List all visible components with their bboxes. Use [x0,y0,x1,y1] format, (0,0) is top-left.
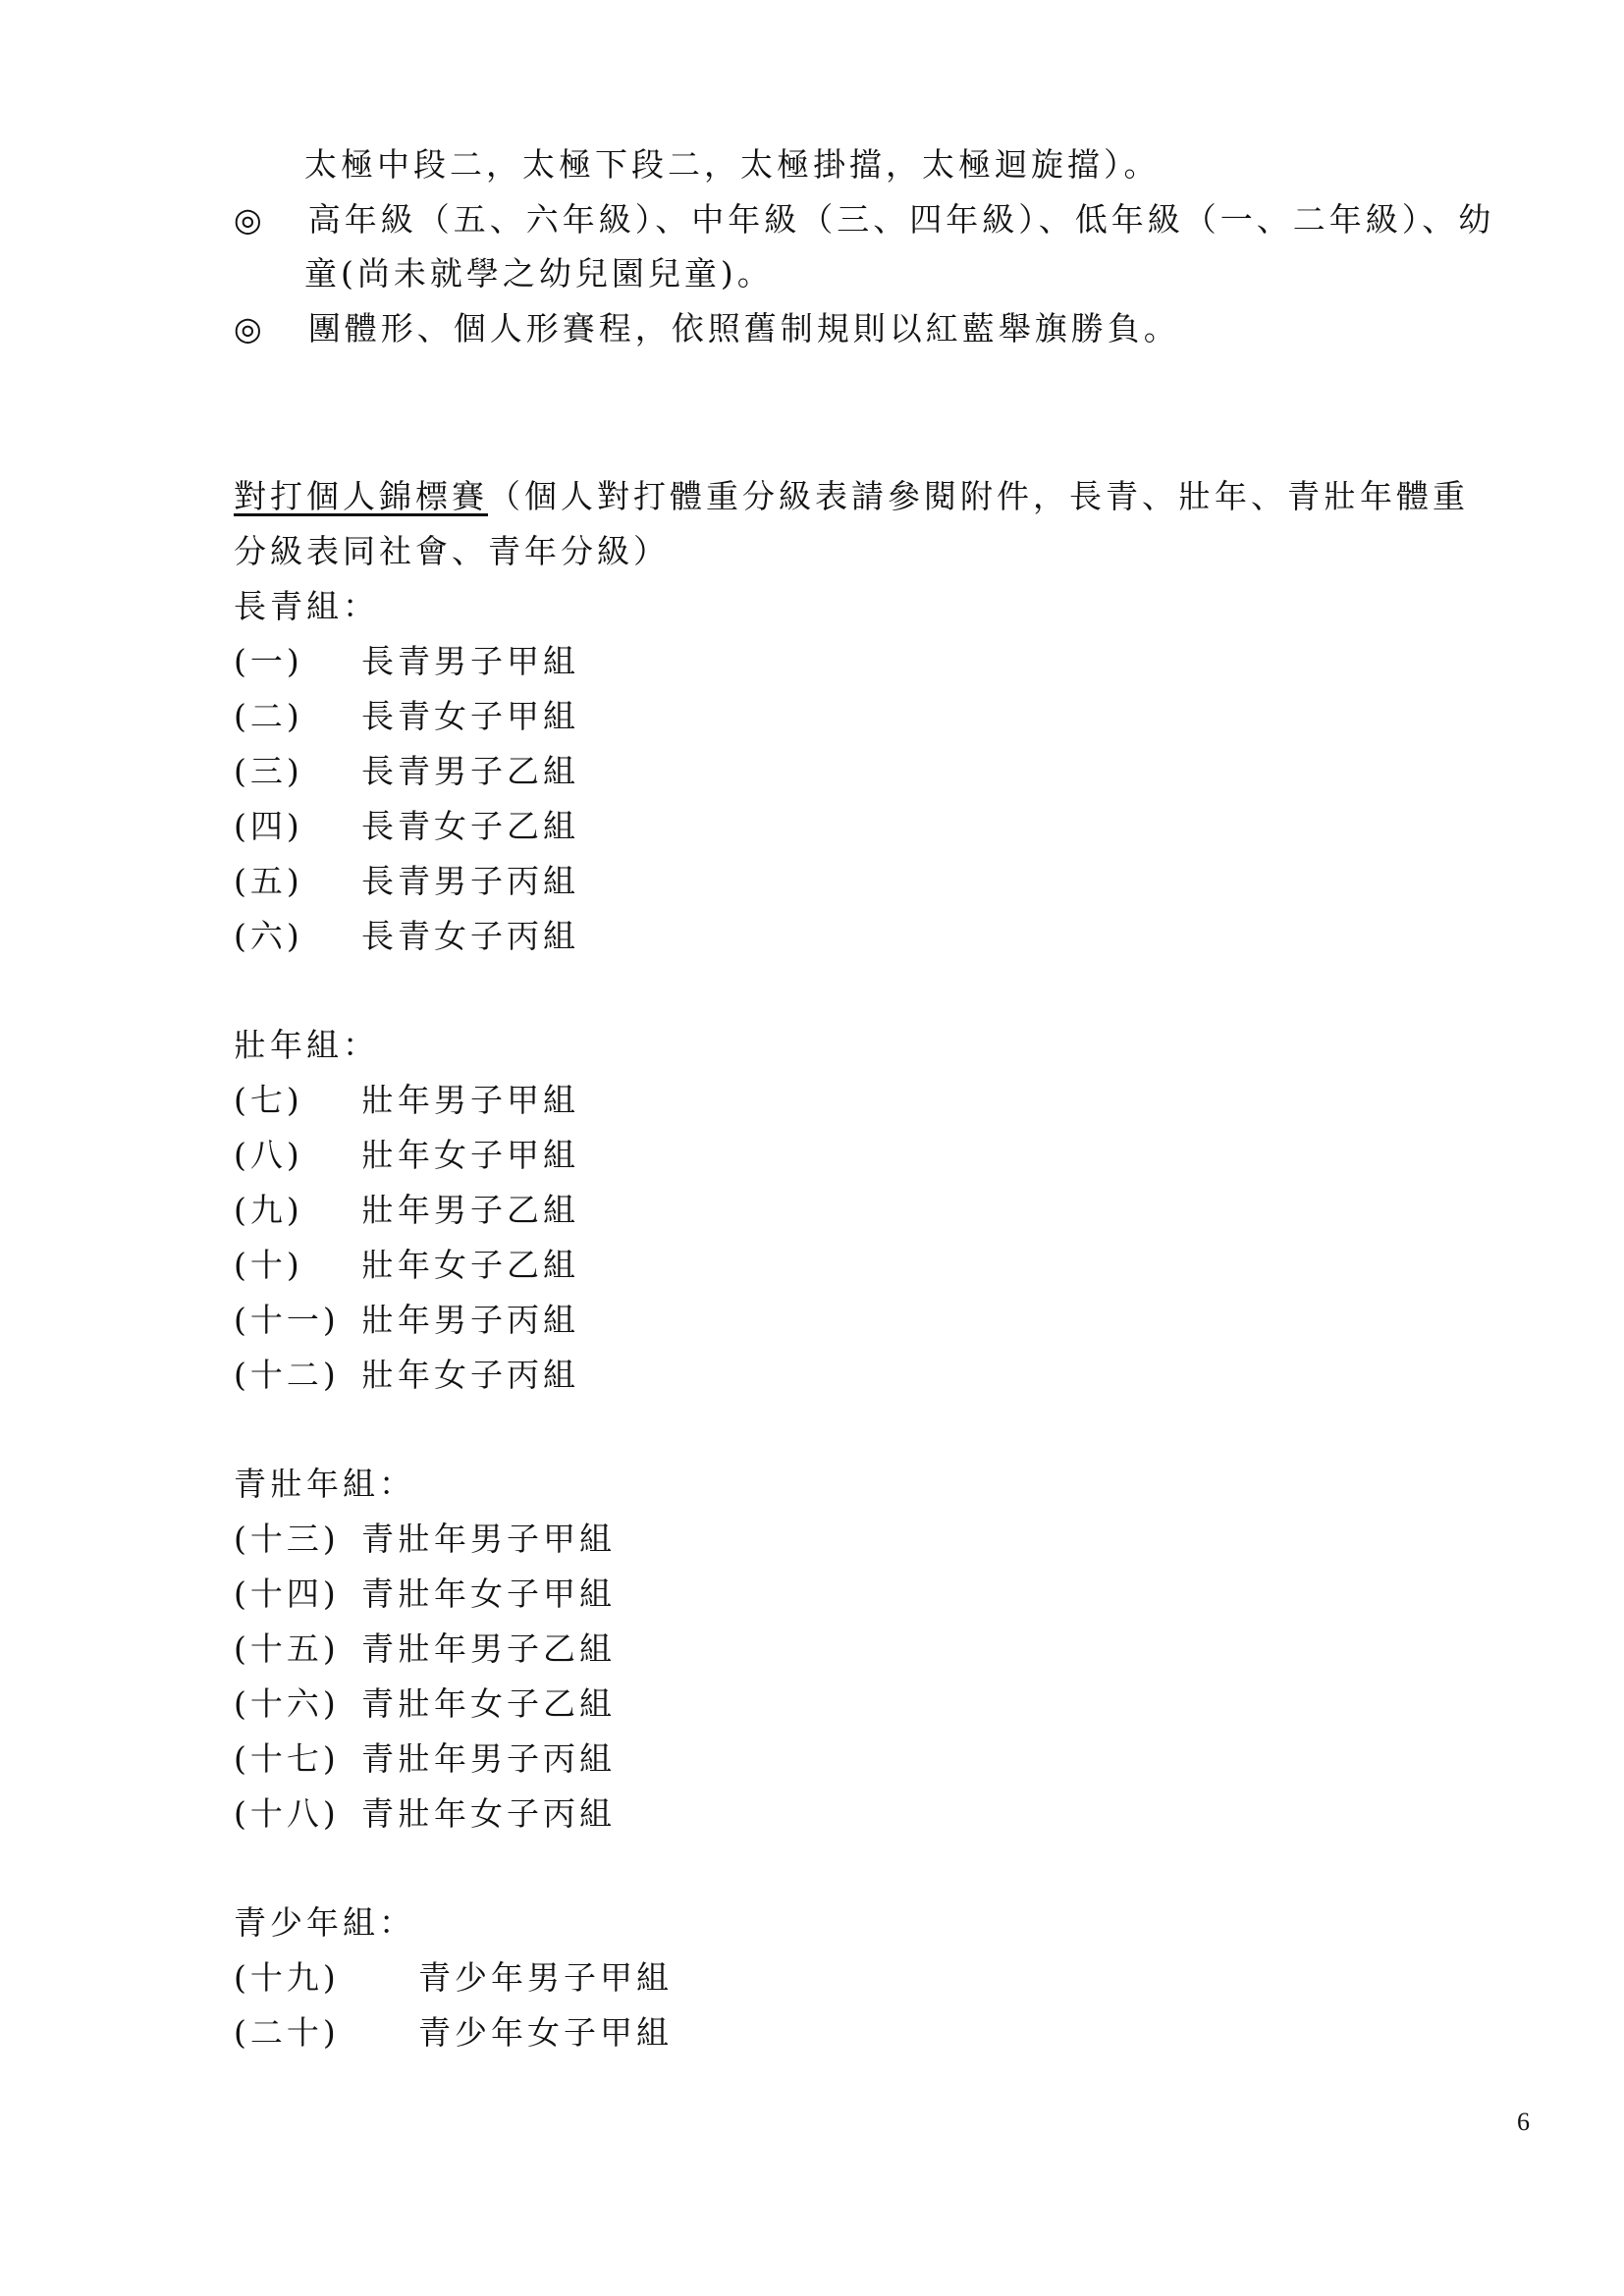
section-title: 對打個人錦標賽 [234,477,488,515]
item-label: 青壯年男子甲組 [361,1520,616,1558]
item-number: (十八) [234,1794,340,1833]
item-label: 壯年女子乙組 [361,1246,579,1284]
list-item [234,1956,673,2000]
list-item [234,1244,579,1287]
item-label: 青壯年男子丙組 [361,1739,616,1778]
list-item [234,1573,616,1616]
item-number: (十六) [234,1684,340,1723]
item-label: 長青女子乙組 [361,807,579,845]
item-label: 壯年女子丙組 [361,1356,579,1394]
item-number: (九) [234,1191,303,1229]
item-label: 青壯年女子甲組 [361,1575,616,1613]
item-number: (四) [234,807,303,845]
intro-line-1 [304,143,1161,187]
item-number: (五) [234,862,303,900]
list-item [234,1792,616,1836]
item-label: 青少年男子甲組 [418,1958,673,1997]
list-item [234,805,579,848]
group-heading-youth: 青少年組： [234,1903,415,1942]
group-heading-senior: 長青組： [234,587,379,625]
item-label: 壯年男子乙組 [361,1191,579,1229]
item-number: (一) [234,642,303,680]
list-item [234,2011,673,2055]
item-label: 青少年女子甲組 [418,2013,673,2052]
list-item [234,640,579,683]
group-heading-young-adult: 青壯年組： [234,1465,415,1503]
intro-text-1: 太極中段二，太極下段二，太極掛擋，太極迴旋擋）。 [304,145,1161,184]
list-item [234,750,579,793]
bullet-grade-levels [234,198,1494,241]
item-label: 青壯年女子乙組 [361,1684,616,1723]
item-number: (三) [234,752,303,790]
bullet-grade-text: 高年級（五、六年級）、中年級（三、四年級）、低年級（一、二年級）、幼 [307,200,1495,239]
group-heading-adult: 壯年組： [234,1026,379,1064]
section-heading-cont [234,530,670,573]
item-number: (十四) [234,1575,340,1613]
item-number: (十三) [234,1520,340,1558]
list-item [234,695,579,738]
bullet-team-form [234,307,1180,350]
bullet-team-form-text: 團體形、個人形賽程，依照舊制規則以紅藍舉旗勝負。 [307,309,1180,347]
bullet-mark: ◎ [234,200,266,239]
item-number: (六) [234,917,303,955]
item-label: 壯年男子丙組 [361,1301,579,1339]
item-label: 長青男子乙組 [361,752,579,790]
list-item [234,1628,616,1671]
list-item [234,915,579,958]
page-number: 6 [1517,2108,1530,2136]
item-label: 長青女子丙組 [361,917,579,955]
item-number: (二) [234,697,303,735]
list-item [234,1189,579,1232]
item-label: 長青男子甲組 [361,642,579,680]
list-item [234,1079,579,1122]
list-item [234,1134,579,1177]
item-number: (十五) [234,1629,340,1668]
bullet-mark: ◎ [234,309,266,347]
item-number: (七) [234,1081,303,1119]
item-number: (十二) [234,1356,340,1394]
item-label: 青壯年女子丙組 [361,1794,616,1833]
item-label: 青壯年男子乙組 [361,1629,616,1668]
item-label: 長青女子甲組 [361,697,579,735]
list-item [234,860,579,903]
item-number: (二十) [234,2013,340,2052]
bullet-grade-text-cont: 童(尚未就學之幼兒園兒童)。 [304,254,774,293]
list-item [234,1299,579,1342]
bullet-grade-levels-cont [304,252,774,295]
item-label: 壯年男子甲組 [361,1081,579,1119]
item-number: (十一) [234,1301,340,1339]
item-number: (十九) [234,1958,340,1997]
section-note: （個人對打體重分級表請參閱附件，長青、壯年、青壯年體重 [488,477,1469,515]
item-number: (十七) [234,1739,340,1778]
item-number: (八) [234,1136,303,1174]
list-item [234,1737,616,1781]
section-heading [234,475,1469,518]
list-item [234,1682,616,1726]
item-label: 壯年女子甲組 [361,1136,579,1174]
list-item [234,1518,616,1561]
section-note-cont: 分級表同社會、青年分級） [234,532,670,570]
item-label: 長青男子丙組 [361,862,579,900]
item-number: (十) [234,1246,303,1284]
list-item [234,1354,579,1397]
